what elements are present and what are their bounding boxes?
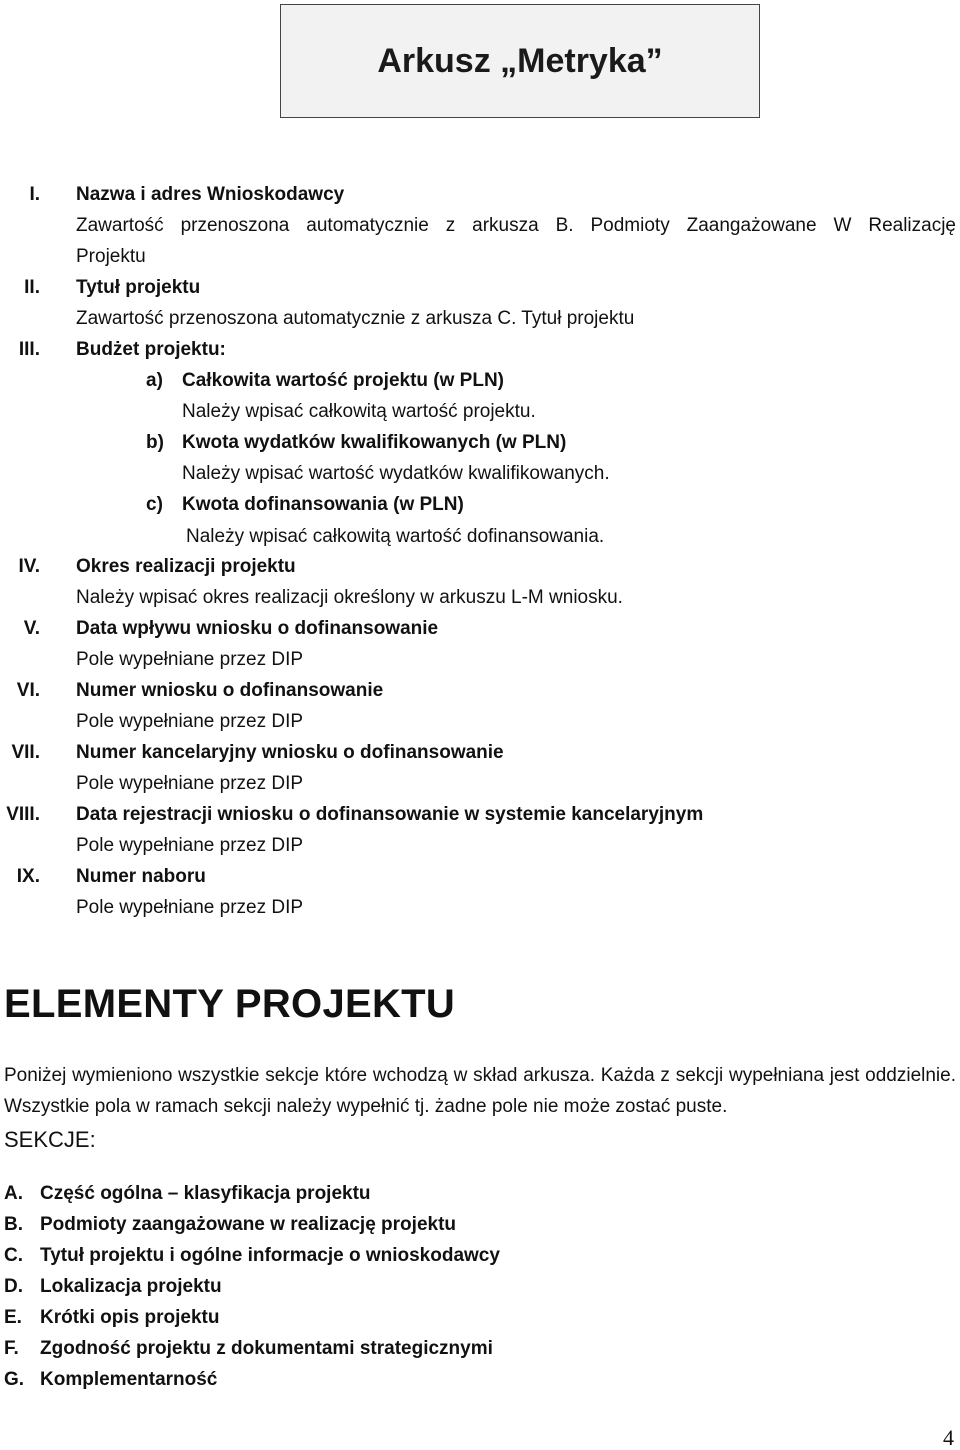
sub-item-description: Należy wpisać całkowitą wartość projektu. [182, 401, 536, 422]
sub-item-letter: b) [146, 432, 164, 453]
intro-paragraph: Poniżej wymieniono wszystkie sekcje które wchodzą w skład arkusza. Każda z sekcji wypełniana jest oddzielnie. Wszystkie pola w ramach sekcji należy wypełnić tj. żadne pole nie może zostać puste. [4, 1065, 956, 1117]
item-heading: Data rejestracji wniosku o dofinansowanie w systemie kancelaryjnym [76, 804, 704, 825]
section-letter: E. [4, 1307, 22, 1328]
item-heading: Tytuł projektu [76, 277, 201, 298]
item-description: Pole wypełniane przez DIP [76, 835, 304, 856]
item-number: VIII. [6, 804, 40, 825]
item-description: Zawartość przenoszona automatycznie z arkusza B. Podmioty Zaangażowane W Realizację [76, 215, 956, 236]
title-box [280, 4, 760, 118]
section-letter: G. [4, 1369, 25, 1390]
item-heading: Numer naboru [76, 866, 206, 887]
item-heading: Data wpływu wniosku o dofinansowanie [76, 618, 439, 639]
item-description: Zawartość przenoszona automatycznie z arkusza C. Tytuł projektu [76, 308, 635, 329]
section-item: Część ogólna – klasyfikacja projektu [40, 1183, 371, 1204]
item-number: V. [23, 618, 40, 639]
section-item: Podmioty zaangażowane w realizację projektu [40, 1214, 457, 1235]
item-number: I. [29, 184, 40, 205]
page-number: 4 [943, 1425, 954, 1450]
item-description: Pole wypełniane przez DIP [76, 649, 304, 670]
item-description: Należy wpisać okres realizacji określony w arkuszu L-M wniosku. [76, 587, 623, 608]
item-description: Pole wypełniane przez DIP [76, 897, 304, 918]
section-heading: ELEMENTY PROJEKTU [4, 982, 456, 1026]
section-letter: F. [4, 1338, 19, 1359]
page-title: Arkusz „Metryka” [377, 41, 663, 80]
item-number: IV. [18, 556, 40, 577]
section-item: Krótki opis projektu [40, 1307, 220, 1328]
item-number: II. [24, 277, 40, 298]
item-heading: Numer kancelaryjny wniosku o dofinansowanie [76, 742, 504, 763]
item-heading: Budżet projektu: [76, 339, 226, 360]
sections-label: SEKCJE: [4, 1127, 96, 1152]
item-description: Pole wypełniane przez DIP [76, 711, 304, 732]
item-number: VI. [16, 680, 40, 701]
sub-item-letter: c) [146, 494, 163, 515]
item-description: Pole wypełniane przez DIP [76, 773, 304, 794]
section-letter: D. [4, 1276, 23, 1297]
item-heading: Okres realizacji projektu [76, 556, 296, 577]
sub-item-description: Należy wpisać całkowitą wartość dofinansowania. [186, 526, 605, 547]
section-letter: C. [4, 1245, 23, 1266]
item-heading: Numer wniosku o dofinansowanie [76, 680, 384, 701]
section-item: Zgodność projektu z dokumentami strategicznymi [40, 1338, 493, 1359]
item-number: IX. [16, 866, 40, 887]
sub-item-heading: Całkowita wartość projektu (w PLN) [182, 370, 504, 391]
item-number: VII. [11, 742, 40, 763]
item-description: Projektu [76, 246, 146, 267]
sub-item-letter: a) [146, 370, 163, 391]
section-letter: A. [4, 1183, 23, 1204]
sub-item-description: Należy wpisać wartość wydatków kwalifikowanych. [182, 463, 610, 484]
item-heading: Nazwa i adres Wnioskodawcy [76, 184, 345, 205]
section-item: Tytuł projektu i ogólne informacje o wnioskodawcy [40, 1245, 500, 1266]
sub-item-heading: Kwota dofinansowania (w PLN) [182, 494, 464, 515]
section-item: Komplementarność [40, 1369, 218, 1390]
item-number: III. [18, 339, 40, 360]
sub-item-heading: Kwota wydatków kwalifikowanych (w PLN) [182, 432, 567, 453]
section-item: Lokalizacja projektu [40, 1276, 222, 1297]
section-letter: B. [4, 1214, 23, 1235]
